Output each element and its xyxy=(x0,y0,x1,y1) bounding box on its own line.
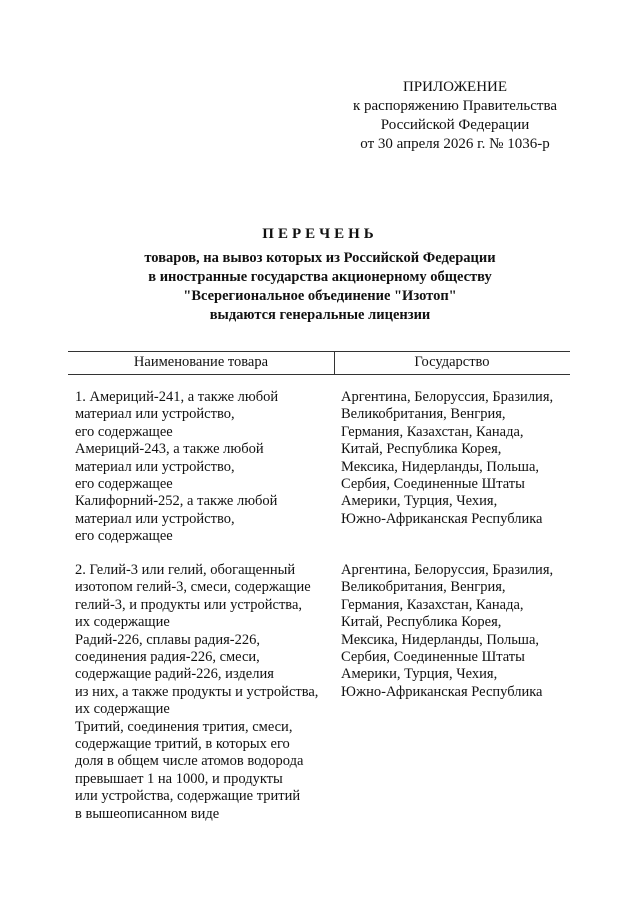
goods-line: их содержащие xyxy=(75,701,170,718)
table-top-rule xyxy=(68,351,570,352)
document-title: ПЕРЕЧЕНЬ xyxy=(262,226,378,242)
goods-line: Калифорний-252, а также любой xyxy=(75,493,278,510)
goods-line: содержащие тритий, в которых его xyxy=(75,736,290,753)
country-line: Китай, Республика Корея, xyxy=(341,441,502,458)
goods-line: или устройства, содержащие тритий xyxy=(75,788,301,805)
table-header-goods: Наименование товара xyxy=(133,354,269,370)
country-line: Великобритания, Венгрия, xyxy=(341,579,506,596)
country-line: Америки, Турция, Чехия, xyxy=(341,666,498,683)
goods-line: их содержащие xyxy=(75,614,170,631)
row-1-goods xyxy=(75,389,337,546)
subtitle-line: товаров, на вывоз которых из Российской Федерации xyxy=(144,250,496,266)
goods-line: материал или устройство, xyxy=(75,510,235,527)
goods-line: соединения радия-226, смеси, xyxy=(75,649,260,666)
country-line: Сербия, Соединенные Штаты xyxy=(341,476,525,493)
row-2-goods xyxy=(75,562,337,823)
goods-line: материал или устройство, xyxy=(75,406,235,423)
goods-line: превышает 1 на 1000, и продукты xyxy=(75,770,283,787)
country-line: Сербия, Соединенные Штаты xyxy=(341,649,525,666)
row-1-countries xyxy=(341,389,571,528)
goods-line: материал или устройство, xyxy=(75,458,235,475)
goods-line: 2. Гелий-3 или гелий, обогащенный xyxy=(75,562,296,578)
appendix-line: к распоряжению Правительства xyxy=(352,98,557,114)
country-line: Германия, Казахстан, Канада, xyxy=(341,596,524,613)
goods-line: его содержащее xyxy=(75,476,173,493)
country-line: Великобритания, Венгрия, xyxy=(341,406,506,423)
row-2-countries xyxy=(341,562,571,701)
appendix-header xyxy=(330,78,580,154)
country-line: Германия, Казахстан, Канада, xyxy=(341,423,524,440)
subtitle-line: "Всерегиональное объединение "Изотоп" xyxy=(183,288,457,304)
country-line: Южно-Африканская Республика xyxy=(341,510,543,527)
goods-line: Америций-243, а также любой xyxy=(75,441,264,458)
country-line: Америки, Турция, Чехия, xyxy=(341,493,498,510)
appendix-line: ПРИЛОЖЕНИЕ xyxy=(402,79,508,95)
goods-line: Радий-226, сплавы радия-226, xyxy=(75,631,261,648)
country-line: Южно-Африканская Республика xyxy=(341,683,543,700)
goods-line: доля в общем числе атомов водорода xyxy=(75,753,304,770)
table-header-rule xyxy=(68,374,570,375)
goods-line: из них, а также продукты и устройства, xyxy=(75,683,319,700)
subtitle-line: в иностранные государства акционерному обществу xyxy=(148,269,492,285)
country-line: Мексика, Нидерланды, Польша, xyxy=(341,631,540,648)
goods-line: его содержащее xyxy=(75,528,173,545)
goods-line: изотопом гелий-3, смеси, содержащие xyxy=(75,579,311,596)
goods-line: гелий-3, и продукты или устройства, xyxy=(75,596,303,613)
country-line: Китай, Республика Корея, xyxy=(341,614,502,631)
goods-line: его содержащее xyxy=(75,423,173,440)
subtitle-line: выдаются генеральные лицензии xyxy=(209,307,431,323)
goods-line: Тритий, соединения трития, смеси, xyxy=(75,718,293,735)
country-line: Аргентина, Белоруссия, Бразилия, xyxy=(341,562,554,578)
country-line: Мексика, Нидерланды, Польша, xyxy=(341,458,540,475)
goods-line: в вышеописанном виде xyxy=(75,805,220,822)
appendix-line: Российской Федерации xyxy=(380,117,530,133)
document-subtitle xyxy=(0,249,640,325)
appendix-line: от 30 апреля 2026 г. № 1036-р xyxy=(360,136,550,152)
goods-line: 1. Америций-241, а также любой xyxy=(75,389,279,405)
country-line: Аргентина, Белоруссия, Бразилия, xyxy=(341,389,554,405)
goods-line: содержащие радий-226, изделия xyxy=(75,666,274,683)
table-header-country: Государство xyxy=(414,354,490,370)
